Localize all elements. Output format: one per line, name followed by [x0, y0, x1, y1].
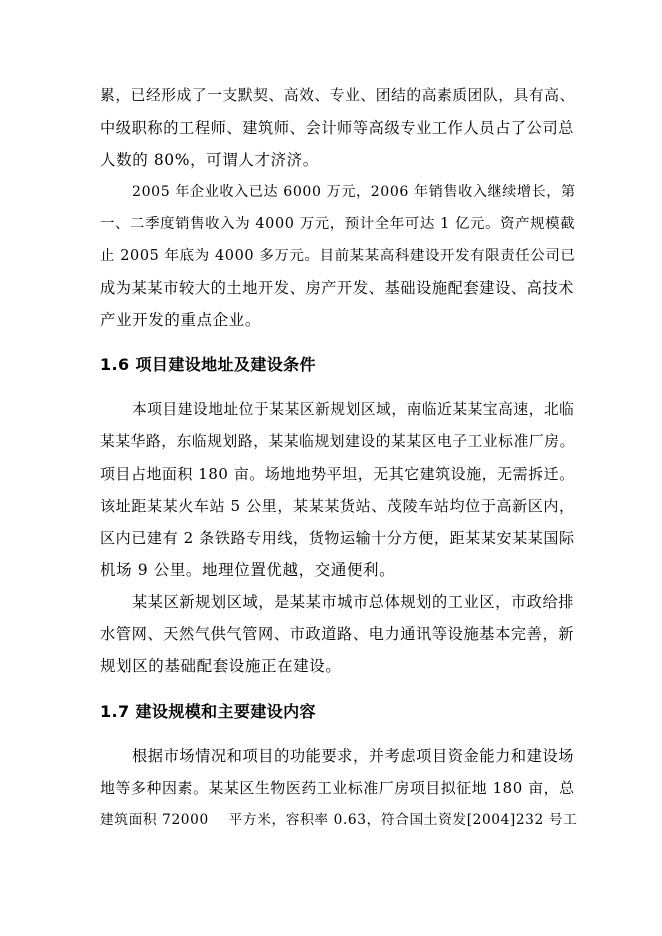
- text-line: 止 2005 年底为 4000 多万元。目前某某高科建设开发有限责任公司已: [100, 248, 576, 264]
- text-line: 中级职称的工程师、建筑师、会计师等高级专业工作人员占了公司总: [100, 119, 575, 137]
- text-line: 产业开发的重点企业。: [100, 311, 262, 329]
- text-line: 建筑面积 72000 平方米，容积率 0.63，符合国土资发[2004]232 号工: [100, 812, 578, 828]
- text-line: 本项目建设地址位于某某区新规划区域，南临近某某宝高速，北临: [132, 401, 575, 418]
- section-heading: 1.6 项目建设地址及建设条件: [100, 355, 316, 374]
- text-line: 根据市场情况和项目的功能要求，并考虑项目资金能力和建设场: [132, 747, 575, 765]
- text-line: 一、二季度销售收入为 4000 万元，预计全年可达 1 亿元。资产规模截: [100, 216, 576, 232]
- text-line: 累，已经形成了一支默契、高效、专业、团结的高素质团队，具有高、: [100, 87, 575, 104]
- text-line: 人数的 80%，可谓人才济济。: [100, 151, 319, 169]
- text-line: 规划区的基础配套设施正在建设。: [100, 657, 342, 675]
- text-line: 地等多种因素。某某区生物医药工业标准厂房项目拟征地 180 亩，总: [100, 779, 575, 797]
- text-line: 成为某某市较大的土地开发、房产开发、基础设施配套建设、高技术: [100, 279, 575, 297]
- text-line: 某某华路，东临规划路，某某临规划建设的某某区电子工业标准厂房。: [100, 433, 575, 450]
- text-line: 区内已建有 2 条铁路专用线，货物运输十分方便，距某某安某某国际: [100, 529, 575, 547]
- text-line: 项目占地面积 180 亩。场地地势平坦，无其它建筑设施，无需拆迁。: [100, 465, 575, 483]
- section-heading: 1.7 建设规模和主要建设内容: [100, 702, 316, 721]
- text-line: 机场 9 公里。地理位置优越，交通便利。: [100, 561, 396, 579]
- text-line: 2005 年企业收入已达 6000 万元，2006 年销售收入继续增长，第: [132, 184, 576, 200]
- text-line: 某某区新规划区域，是某某市城市总体规划的工业区，市政给排: [132, 593, 575, 611]
- text-line: 该址距某某火车站 5 公里，某某某货站、茂陵车站均位于高新区内，: [100, 497, 575, 515]
- text-line: 水管网、天然气供气管网、市政道路、电力通讯等设施基本完善，新: [100, 625, 575, 643]
